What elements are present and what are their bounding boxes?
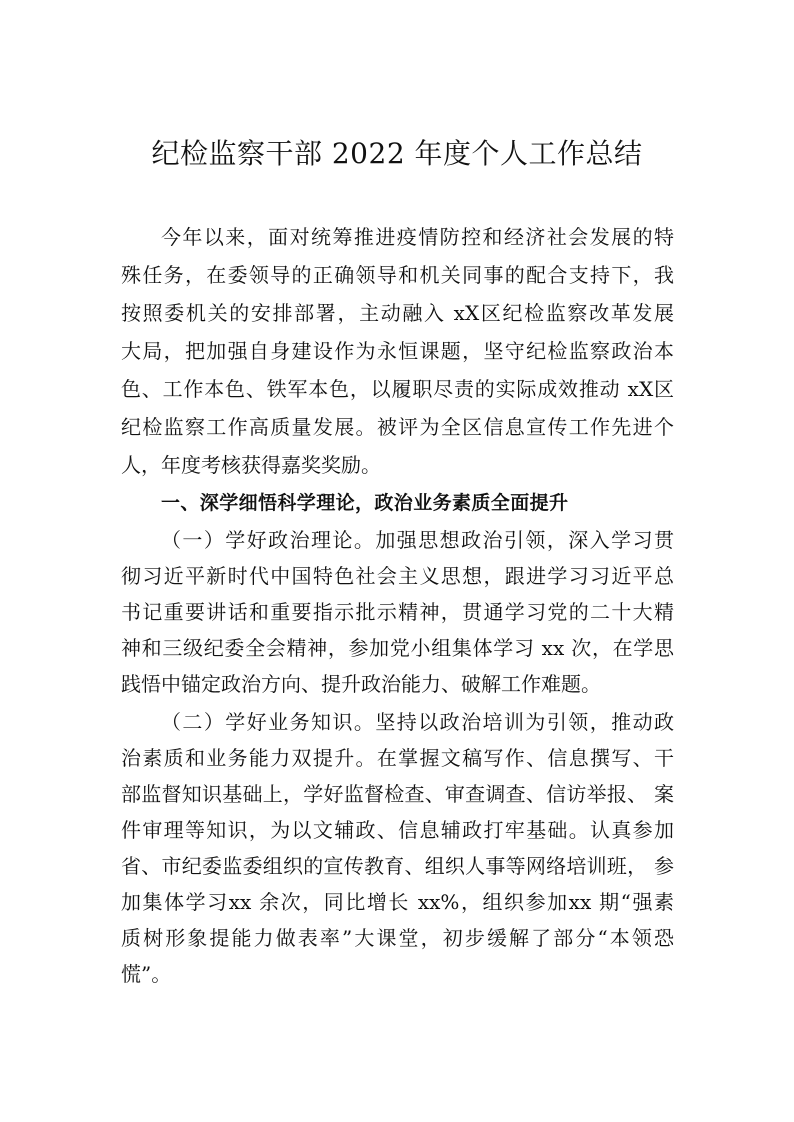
paragraph-line: 神和三级纪委全会精神，参加党小组集体学习 xx 次，在学思 — [121, 636, 674, 660]
paragraph-line: 书记重要讲话和重要指示批示精神，贯通学习党的二十大精 — [121, 600, 674, 624]
paragraph-line: （一）学好政治理论。加强思想政治引领，深入学习贯 — [161, 528, 674, 552]
paragraph-line: 件审理等知识，为以文辅政、信息辅政打牢基础。认真参加 — [121, 818, 674, 842]
document-title: 纪检监察干部 2022 年度个人工作总结 — [151, 137, 643, 170]
paragraph-line: 部监督知识基础上，学好监督检查、审查调查、信访举报、 案 — [121, 782, 674, 806]
paragraph-line: 省、市纪委监委组织的宣传教育、组织人事等网络培训班， 参 — [121, 854, 674, 878]
section-heading: 一、深学细悟科学理论，政治业务素质全面提升 — [161, 492, 569, 514]
paragraph-line: 彻习近平新时代中国特色社会主义思想，跟进学习习近平总 — [121, 564, 674, 588]
paragraph-line: 大局，把加强自身建设作为永恒课题，坚守纪检监察政治本 — [121, 339, 674, 363]
document-body — [121, 218, 674, 992]
paragraph-line: 纪检监察工作高质量发展。被评为全区信息宣传工作先进个 — [121, 415, 674, 439]
paragraph-line: 色、工作本色、铁军本色，以履职尽责的实际成效推动 xX区 — [121, 377, 674, 401]
paragraph-line: 人，年度考核获得嘉奖奖励。 — [121, 453, 381, 477]
subsection-paragraph-1 — [121, 522, 674, 702]
paragraph-line: 践悟中锚定政治方向、提升政治能力、破解工作难题。 — [121, 672, 601, 696]
paragraph-line: （二）学好业务知识。坚持以政治培训为引领，推动政 — [161, 710, 674, 734]
paragraph-line: 殊任务，在委领导的正确领导和机关同事的配合支持下，我 — [121, 263, 674, 287]
paragraph-line: 加集体学习xx 余次，同比增长 xx%，组织参加xx 期“强素 — [121, 890, 674, 914]
paragraph-line: 今年以来，面对统筹推进疫情防控和经济社会发展的特 — [161, 225, 674, 249]
paragraph-line: 质树形象提能力做表率”大课堂，初步缓解了部分“本领恐 — [121, 926, 674, 950]
paragraph-line: 治素质和业务能力双提升。在掌握文稿写作、信息撰写、干 — [121, 746, 674, 770]
intro-paragraph — [121, 218, 674, 484]
paragraph-line: 慌”。 — [121, 962, 172, 986]
paragraph-line: 按照委机关的安排部署，主动融入 xX区纪检监察改革发展 — [121, 301, 674, 325]
subsection-paragraph-2 — [121, 704, 674, 992]
